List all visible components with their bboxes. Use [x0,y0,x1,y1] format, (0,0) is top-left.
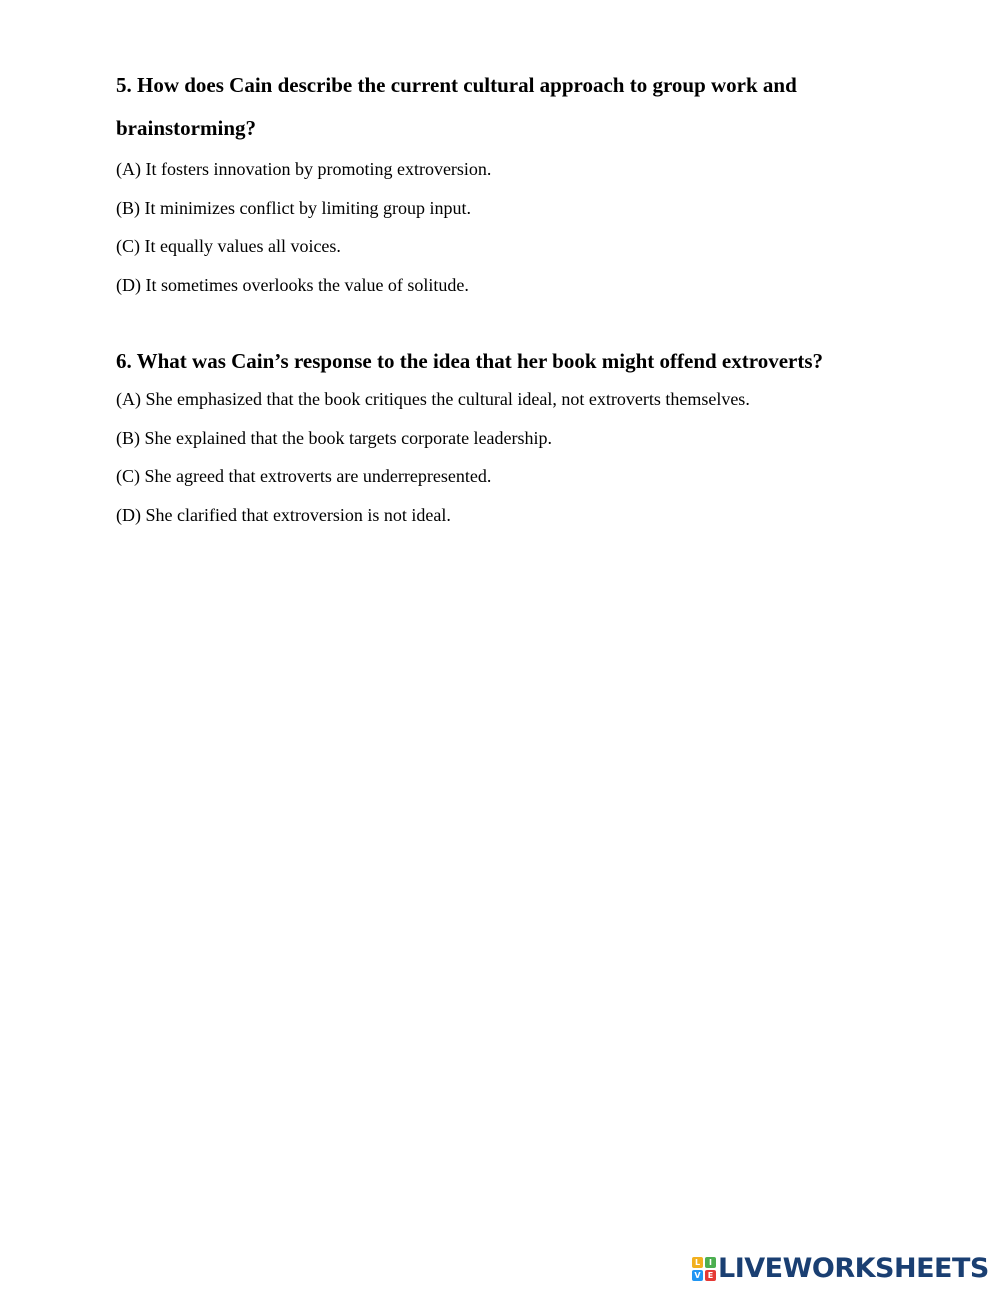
logo-tile-i: I [705,1257,716,1268]
logo-tile-e: E [705,1270,716,1281]
logo-tile-v: V [692,1270,703,1281]
brand-name: LIVEWORKSHEETS [718,1253,989,1284]
question-title: 6. What was Cain’s response to the idea that her book might offend extroverts? [116,349,823,373]
option-a: (A) It fosters innovation by promoting extroversion. [116,159,492,179]
option-b: (B) She explained that the book targets corporate leadership. [116,427,553,448]
option-d: (D) It sometimes overlooks the value of solitude. [116,274,469,295]
logo-tile-l: L [692,1257,703,1268]
answer-options [116,380,916,534]
question-5 [116,64,916,304]
option-b: (B) It minimizes conflict by limiting group input. [116,197,471,218]
question-6 [116,342,916,534]
answer-options [116,150,916,304]
option-a: (A) She emphasized that the book critiques the cultural ideal, not extroverts themselves. [116,389,750,409]
liveworksheets-brand [692,1254,989,1284]
question-title: 5. How does Cain describe the current cultural approach to group work and brainstorming? [116,73,797,140]
option-c: (C) She agreed that extroverts are underrepresented. [116,466,492,486]
option-d: (D) She clarified that extroversion is not ideal. [116,504,451,525]
liveworksheets-logo-icon [692,1257,716,1281]
option-c: (C) It equally values all voices. [116,236,341,256]
